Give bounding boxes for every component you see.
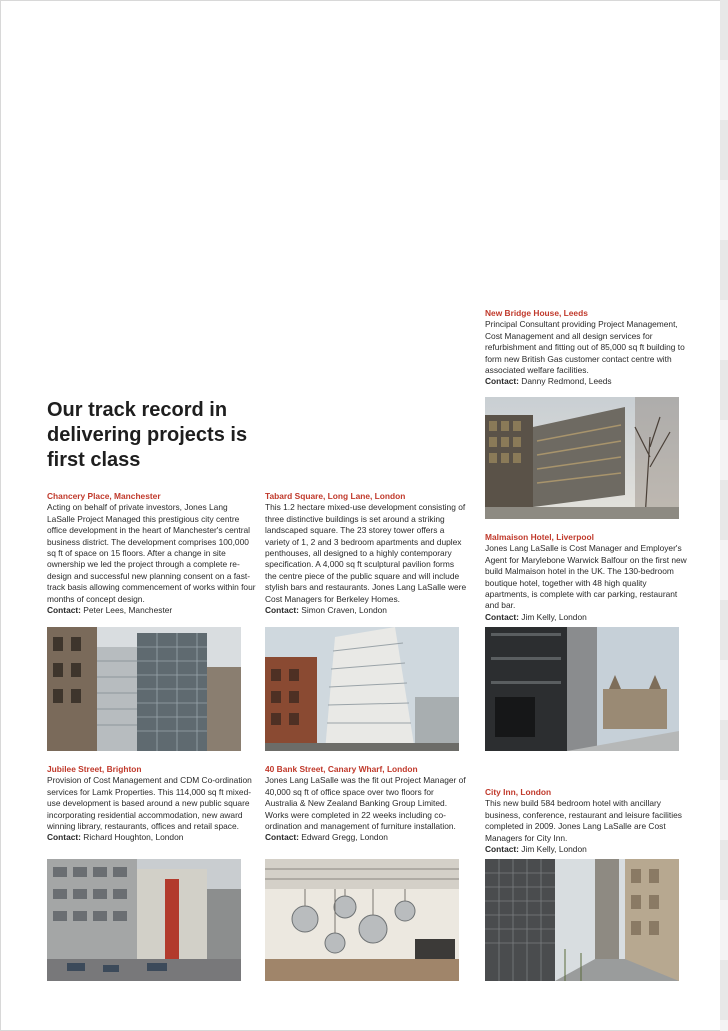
project-contact (265, 832, 467, 843)
page-edge-strip (720, 0, 728, 1031)
project-title: City Inn, London (485, 787, 552, 797)
project-description: This new build 584 bedroom hotel with ancillary business, conference, restaurant and leisure facilities completed in 2009. Jones Lang LaSalle are Cost Managers for City Inn. (485, 798, 682, 843)
project-contact (485, 376, 690, 387)
photo-malmaison-hotel (485, 627, 679, 751)
project-contact (485, 612, 690, 623)
project-40-bank-street (265, 764, 467, 844)
project-jubilee-street (47, 764, 259, 844)
project-contact (485, 844, 695, 855)
project-title: Jubilee Street, Brighton (47, 764, 142, 774)
project-malmaison-hotel (485, 532, 690, 623)
project-contact (265, 605, 467, 616)
project-description: Jones Lang LaSalle is Cost Manager and Employer's Agent for Marylebone Warwick Balfour on the first new build Malmaison hotel in the UK. The 130-bedroom boutique hotel, together with 48 high quality apartments, is complete with car parking, restaurant and bar. (485, 543, 687, 611)
contact-name: Danny Redmond, Leeds (521, 376, 612, 387)
contact-label: Contact: (47, 605, 81, 616)
project-title: Chancery Place, Manchester (47, 491, 161, 501)
project-description: Provision of Cost Management and CDM Co-ordination services for Lamk Properties. This 114,000 sq ft mixed-use development is based around a new public square incorporating residential accommodation, new award winning library, restaurants, offices and retail space. (47, 775, 252, 832)
contact-label: Contact: (485, 844, 519, 855)
project-description: This 1.2 hectare mixed-use development consisting of three distinctive buildings is set around a striking landscaped square. The 23 storey tower offers a variety of 1, 2 and 3 bedroom apartments and duplex penthouses, all designed to a highly contemporary specification. A 4,000 sq ft sculptural pavilion forms the centre piece of the public square and will include stylish bars and restaurants. Jones Lang LaSalle were Cost Managers for Berkeley Homes. (265, 502, 467, 604)
contact-label: Contact: (485, 611, 519, 622)
contact-name: Simon Craven, London (301, 605, 387, 616)
project-contact (47, 605, 257, 616)
contact-label: Contact: (485, 376, 519, 387)
project-title: 40 Bank Street, Canary Wharf, London (265, 764, 418, 774)
photo-chancery-place (47, 627, 241, 751)
photo-tabard-square (265, 627, 459, 751)
project-title: New Bridge House, Leeds (485, 308, 588, 318)
project-title: Malmaison Hotel, Liverpool (485, 532, 594, 542)
project-chancery-place (47, 491, 257, 616)
contact-label: Contact: (265, 832, 299, 843)
project-description: Principal Consultant providing Project Management, Cost Management and all design services for refurbishment and fitting out of 85,000 sq ft building to form new British Gas customer contact centre with associated welfare facilities. (485, 319, 685, 376)
project-new-bridge-house (485, 308, 690, 388)
contact-name: Richard Houghton, London (83, 832, 184, 843)
photo-jubilee-street (47, 859, 241, 981)
project-title: Tabard Square, Long Lane, London (265, 491, 406, 501)
contact-name: Peter Lees, Manchester (83, 605, 173, 616)
contact-label: Contact: (265, 605, 299, 616)
project-contact (47, 832, 259, 843)
project-city-inn (485, 787, 695, 855)
contact-name: Jim Kelly, London (521, 611, 587, 622)
contact-name: Edward Gregg, London (301, 832, 388, 843)
photo-40-bank-street (265, 859, 459, 981)
photo-new-bridge-house (485, 397, 679, 519)
page-headline: Our track record in delivering projects is first class (47, 399, 248, 471)
project-tabard-square (265, 491, 467, 616)
project-description: Acting on behalf of private investors, Jones Lang LaSalle Project Managed this prestigious city centre office development in the heart of Manchester's central business district. The development comprises 100,000 sq ft of space on 15 floors. After a change in site ownership we led the project through a complete re-design and successful new planning consent on a fast-track basis allowing commencement of works within four months of concept design. (47, 502, 256, 604)
photo-city-inn (485, 859, 679, 981)
contact-label: Contact: (47, 832, 81, 843)
contact-name: Jim Kelly, London (521, 844, 587, 855)
project-description: Jones Lang LaSalle was the fit out Project Manager of 40,000 sq ft of office space over two floors for Australia & New Zealand Banking Group Limited. Works were completed in 22 weeks including co-ordination and management of furniture installation. (265, 775, 466, 832)
